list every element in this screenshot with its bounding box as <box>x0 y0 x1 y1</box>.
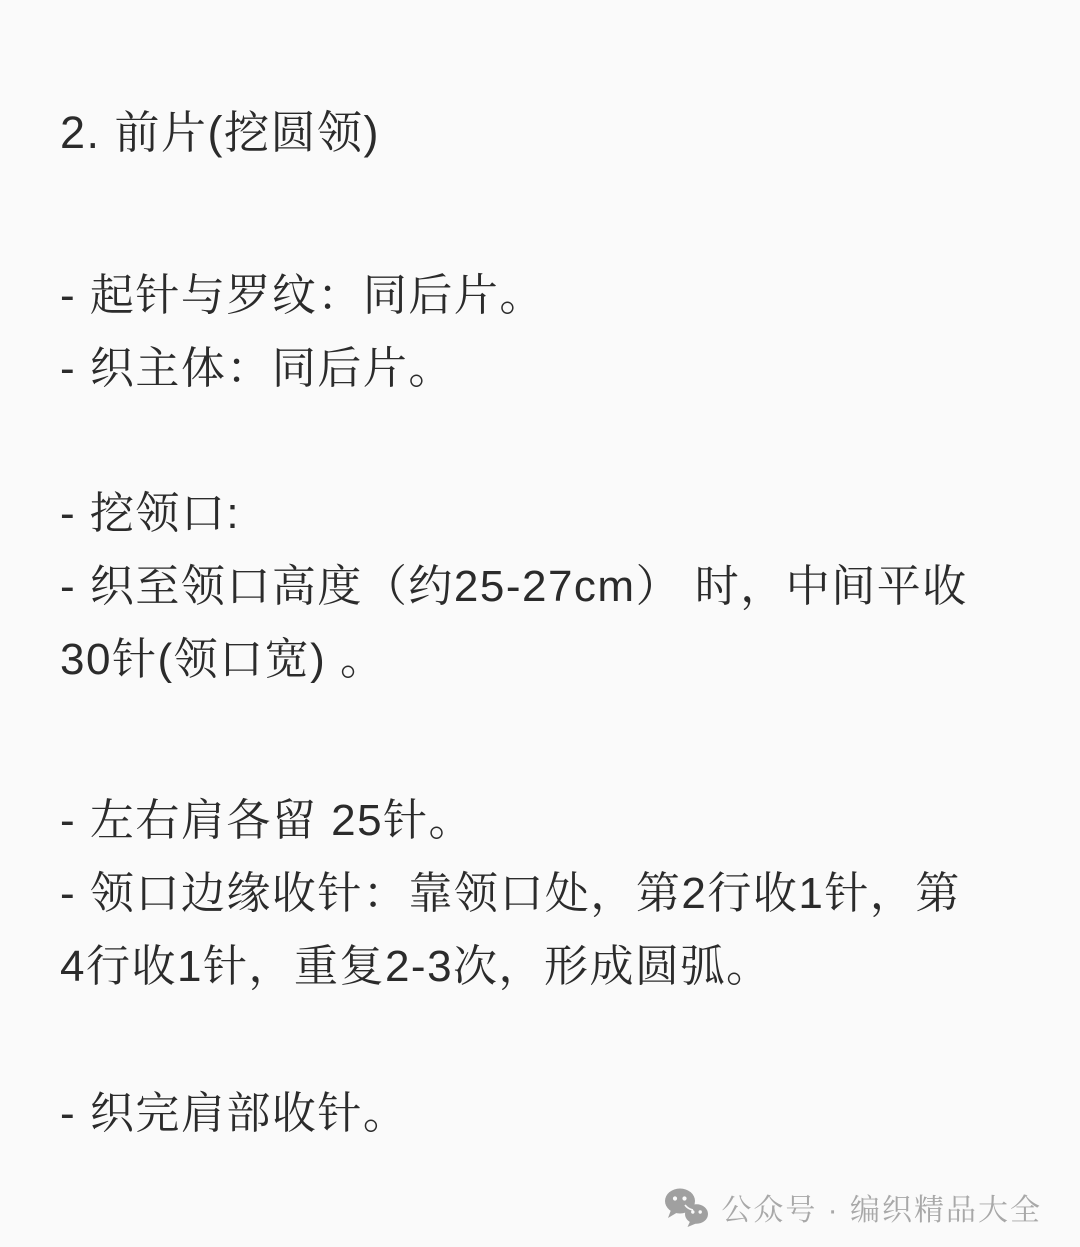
text-line: - 领口边缘收针：靠领口处，第2行收1针，第 <box>60 868 961 918</box>
watermark <box>663 1185 1042 1229</box>
text-line: - 起针与罗纹：同后片。 <box>60 270 545 320</box>
text-line: - 织完肩部收针。 <box>60 1088 409 1138</box>
text-line: - 织至领口高度（约25-27cm） 时，中间平收 <box>60 561 968 611</box>
text-line: 30针(领口宽) 。 <box>60 634 386 684</box>
page-title: 2. 前片(挖圆领) <box>60 107 381 158</box>
text-line: - 织主体：同后片。 <box>60 343 454 393</box>
wechat-icon <box>663 1187 711 1227</box>
text-line: - 左右肩各留 25针。 <box>60 795 475 845</box>
text-line: 4行收1针，重复2-3次，形成圆弧。 <box>60 941 772 991</box>
watermark-text: 公众号 · 编织精品大全 <box>721 1194 1042 1227</box>
text-line: - 挖领口: <box>60 488 241 538</box>
